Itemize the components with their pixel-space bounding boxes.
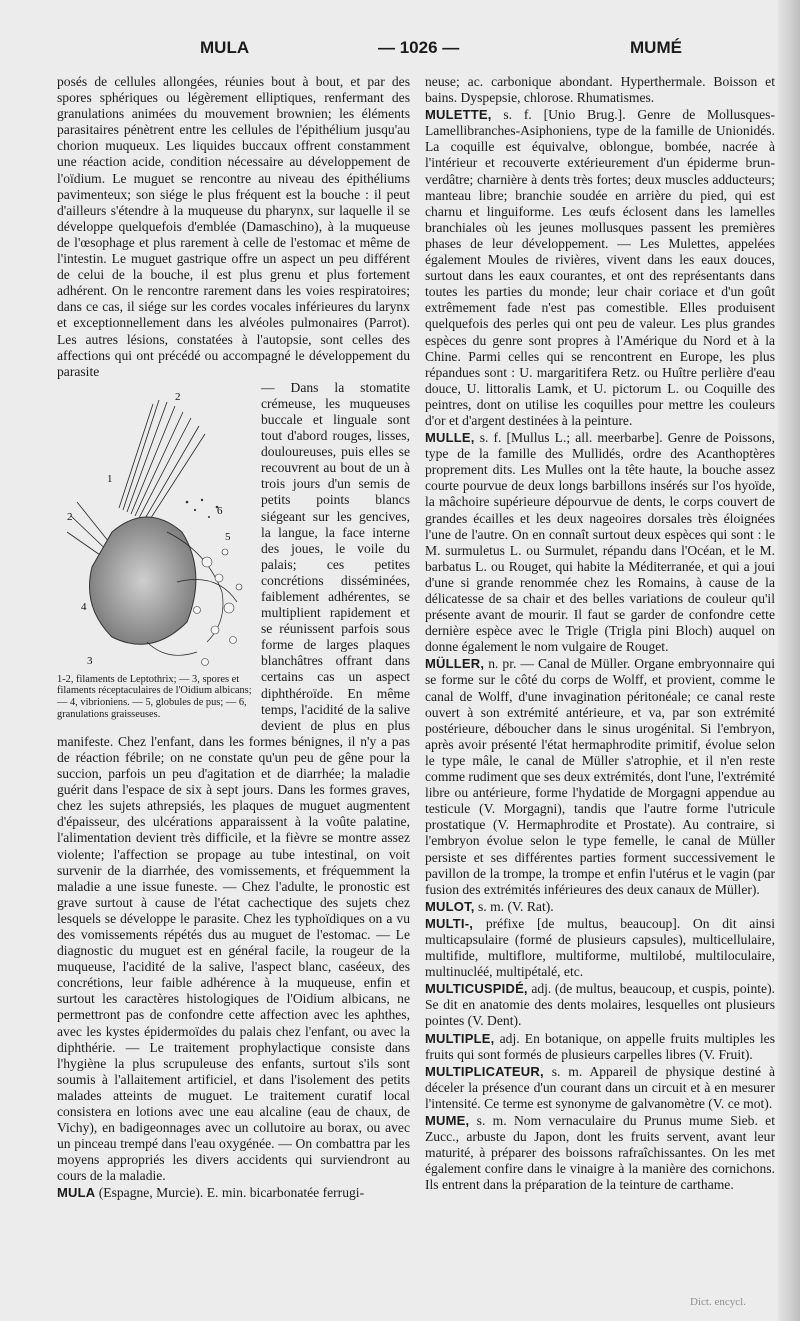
- headword-multi: MULTI-,: [425, 915, 474, 931]
- headword-mula: MULA: [57, 1185, 96, 1201]
- entry-mulot-text: s. m. (V. Rat).: [478, 898, 554, 914]
- page-binding-shadow: [778, 0, 800, 1321]
- figure-label-2: 2: [175, 390, 181, 403]
- figure-label-5: 5: [225, 530, 231, 543]
- figure-label-3: 3: [87, 654, 93, 667]
- running-header: [60, 38, 760, 64]
- entry-muller: [425, 656, 775, 897]
- figure-label-4: 4: [81, 600, 87, 613]
- entry-multicuspide: [425, 981, 775, 1029]
- headword-muller: MÜLLER,: [425, 656, 485, 672]
- headword-multicuspide: MULTICUSPIDÉ,: [425, 981, 528, 997]
- entry-mume-text: s. m. Nom vernaculaire du Prunus mume Sieb. et Zucc., arbuste du Japon, dont les fruits servent, avant leur maturité, à préparer des boissons rafraîchissantes. On les met également confire dans le vinaigre à la manière des cornichons. Ils entrent dans la préparation de la teinture de carthame.: [425, 1113, 775, 1193]
- entry-multiplicateur: [425, 1064, 775, 1112]
- figure-label-1: 1: [107, 472, 113, 485]
- entry-multiplicateur-text: s. m. Appareil de physique destiné à déceler la présence d'un courant dans un circuit et à en mesurer l'intensité. Ce terme est synonyme de galvanomètre (V. ce mot).: [425, 1063, 775, 1111]
- entry-mulle-text: s. f. [Mullus L.; all. meerbarbe]. Genre de Poissons, type de la famille des Mullidés, ordre des Acanthoptères proprement dits. Les Mulles ont la tête haute, la bouche assez courte pourvue de deux longs barbillons insérés sur l'os hyoïde, la mâchoire supérieure dépourvue de dents, le corps couvert de grandes écailles et les deux nageoires dorsales très éloignées l'une de l'autre. On en connaît surtout deux espèces qui sont : le M. surmuletus L. ou Surmulet, répandu dans l'Océan, et le M. barbatus L. ou Rouget, qui habite la Méditerranée, et qui a joui d'une si grande renommée chez les Romains, à cause de la délicatesse de sa chair et des belles variations de couleur qu'il présente avant de mourir. Il faut se garder de confondre cette dernière espèce avec le Trigle (Trigla pini Bloch) auquel on donne également le nom vulgaire de Rouget.: [425, 430, 775, 655]
- headword-multiplicateur: MULTIPLICATEUR,: [425, 1063, 544, 1079]
- header-left-word: MULA: [200, 38, 250, 57]
- right-column: [425, 74, 775, 1193]
- microscope-figure: [57, 382, 253, 720]
- headword-mulette: MULETTE,: [425, 107, 492, 123]
- oidium-illustration: [57, 382, 253, 672]
- library-stamp: Dict. encycl.: [690, 1296, 746, 1308]
- entry-mula-text: (Espagne, Murcie). E. min. bicarbonatée ferrugi-: [98, 1185, 365, 1201]
- muguet-article-part-1: posés de cellules allongées, réunies bout à bout, et par des spores sphériques ou légèrement elliptiques, renfermant des granulations animées du mouvement brownien; les éléments parasitaires pénètrent entre les cellules de l'épithélium jusqu'au chorion muqueux. Les liquides buccaux offrent constamment une réaction acide, condition nécessaire au développement de l'oïdium. Le muguet se rencontre au niveau des épithéliums pavimenteux; son siége le plus fréquent est la bouche : il peut d'ailleurs s'étendre à la muqueuse du pharynx, sur laquelle il se développe quelquefois d'emblée (Damaschino), à la muqueuse de l'œsophage et plus rarement à celle de l'estomac et même de l'intestin. Le muguet gastrique offre un aspect un peu différent de celui de la bouche, il est plus grenu et plus fortement adhérent. On le rencontre rarement dans les voies respiratoires; dans ce cas, il siége sur les cordes vocales inférieures du larynx et exceptionnellement dans les alvéoles pulmonaires (Parrot). Les autres lésions, constatées à l'autopsie, sont celles des affections qui ont précédé ou accompagné le développement du parasite: [57, 74, 410, 379]
- entry-mulette: [425, 107, 775, 429]
- entry-multicuspide-text: adj. (de multus, beaucoup, et cuspis, pointe). Se dit en anatomie des dents molaires, lesquelles ont plusieurs pointes (V. Dent).: [425, 981, 775, 1029]
- entry-multiple: [425, 1031, 775, 1063]
- entry-mulle: [425, 430, 775, 655]
- entry-muller-text: n. pr. — Canal de Müller. Organe embryonnaire qui se forme sur le côté du corps de Wolff, et provient, comme le canal de Wolff, d'une invagination péritonéale; ce canal reste ouvert à son extrémité antérieure, et va, par son extrémité postérieure, déboucher dans le sinus urogénital. Si l'embryon, après avoir présenté l'état hermaphrodite primitif, évolue selon le type mâle, le canal de Müller s'atrophie, et il n'en reste comme rudiment que ses deux extrémités, dont l'une, l'extrémité libre ou antérieure, forme l'hydatide de Morgagni appendue au testicule (V. Morgagni), tandis que l'autre forme l'utricule prostatique (V. Hermaphrodite et Prostate). Au contraire, si l'embryon évolue selon le type femelle, le canal de Müller persiste et ses différentes parties forment successivement le pavillon de la trompe, la trompe et enfin l'utérus et le vagin (par fusion des extrémités inférieures des deux canaux de Müller).: [425, 656, 775, 897]
- figure-label-2b: 2: [67, 510, 73, 523]
- entry-mulot: [425, 899, 775, 915]
- figure-caption: 1-2, filaments de Leptothrix; — 3, spores et filaments réceptaculaires de l'Oidium albicans; — 4, vibrioniens. — 5, globules de pus; — 6, granulations graisseuses.: [57, 673, 252, 720]
- headword-mume: MUME,: [425, 1113, 470, 1128]
- headword-mulot: MULOT,: [425, 898, 475, 914]
- entry-mume: [425, 1113, 775, 1193]
- headword-multiple: MULTIPLE,: [425, 1030, 495, 1046]
- entry-mulette-text: s. f. [Unio Brug.]. Genre de Mollusques-Lamellibranches-Asiphoniens, type de la famille de Unionidés. La coquille est équivalve, oblongue, bombée, nacrée à l'intérieur et recouverte extérieurement d'un épiderme brun-verdâtre; charnière à dents très fortes; deux muscles adducteurs; manteau libre; branchie soudée en arrière du pied, qui est charnu et linguiforme. Les œufs éclosent dans les lamelles branchiales où les jeunes mollusques passent les premières phases de leur développement. — Les Mulettes, appelées également Moules de rivières, vivent dans les eaux douces, surtout dans les eaux courantes, et ont des représentants dans toutes les parties du monde; leur chair coriace et d'un goût extrêmement fade n'est pas comestible. Elles produisent quelquefois des perles qui ont peu de valeur. Les plus grandes espèces du genre sont propres à l'Amérique du Nord et à la Chine. Parmi celles qui se rencontrent en Europe, les plus répandues sont : U. margaritifera Retz. ou Huître perlière d'eau douce, U. littoralis Lamk, et U. pictorum L. ou Coquille des peintres, dont on utilise les coquilles pour mettre les couleurs d'or et d'argent destinées à la peinture.: [425, 107, 775, 428]
- entry-mula-continued: neuse; ac. carbonique abondant. Hyperthermale. Boisson et bains. Dyspepsie, chlorose. Rhumatismes.: [425, 74, 775, 106]
- entry-mula: [57, 1185, 410, 1201]
- headword-mulle: MULLE,: [425, 430, 475, 446]
- figure-label-6: 6: [217, 504, 223, 517]
- entry-multi: [425, 916, 775, 980]
- left-column: [57, 74, 410, 1202]
- page-number: — 1026 —: [378, 38, 460, 57]
- entry-multiple-text: adj. En botanique, on appelle fruits multiples les fruits qui sont formés de plusieurs carpelles libres (V. Fruit).: [425, 1030, 775, 1062]
- header-right-word: MUMÉ: [630, 38, 682, 57]
- muguet-article-part-2: — Dans la stomatite crémeuse, les muqueuses buccale et linguale sont tout d'abord rouges, lisses, douloureuses, puis elles se recouvrent au bout de un à trois jours d'un semis de petits points blancs siégeant sur les gencives, la langue, la face interne des joues, le voile du palais; ces petites concrétions disséminées, faiblement adhérentes, se multiplient rapidement et se réunissent parfois sous forme de larges plaques blanchâtres offrant dans certains cas un aspect diphthéroïde. En même temps, l'acidité de la salive devient de plus en plus manifeste. Chez l'enfant, dans les formes bénignes, il n'y a pas de réaction fébrile; on ne constate qu'un peu de gêne pour la succion, parfois un peu d'agitation et de diarrhée; la maladie guérit dans l'espace de six à sept jours. Dans les formes graves, chez les sujets athrepsiés, les plaques de muguet augmentent d'épaisseur, des ulcérations apparaissent à la voûte palatine, l'alimentation devient très difficile, et la fièvre se montre assez violente; l'affection se propage au tube intestinal, on voit survenir de la diarrhée, des vomissements, et fréquemment la maladie a une issue funeste. — Chez l'adulte, le pronostic est grave surtout à cause de l'état cachectique des sujets chez lesquels se développe le parasite. Chez les typhoïdiques on a vu des vomissements répétés dus au muguet de l'estomac. — Le diagnostic du muguet est en général facile, la rougeur de la muqueuse, l'acidité de la salive, l'aspect blanc, caséeux, des concrétions, leur faible adhérence à la muqueuse, enfin et surtout les caractères histologiques de l'Oidium albicans, ne permettront pas de confondre cette affection avec les aphthes, avec les kystes épidermoïdes du palais chez l'enfant, ou avec la diphthérie. — Le traitement prophylactique consiste dans l'hygiène la plus scrupuleuse des enfants, surtout s'ils sont soumis à l'allaitement artificiel, et dans l'isolement des petits malades atteints de muguet. Le traitement curatif local consistera en lotions avec une eau alcaline (eau de chaux, de Vichy), en badigeonnages avec un collutoire au borax, ou avec un pinceau trempé dans l'eau oxygénée. — On combattra par les moyens appropriés les divers accidents qui surviendront au cours de la maladie.: [57, 379, 410, 1184]
- entry-multi-text: préfixe [de multus, beaucoup]. On dit ainsi multicapsulaire (formé de plusieurs capsules), multicellulaire, multifide, multiflore, multiforme, multilobé, multiloculaire, multinucléé, multipétalé, etc.: [425, 915, 775, 980]
